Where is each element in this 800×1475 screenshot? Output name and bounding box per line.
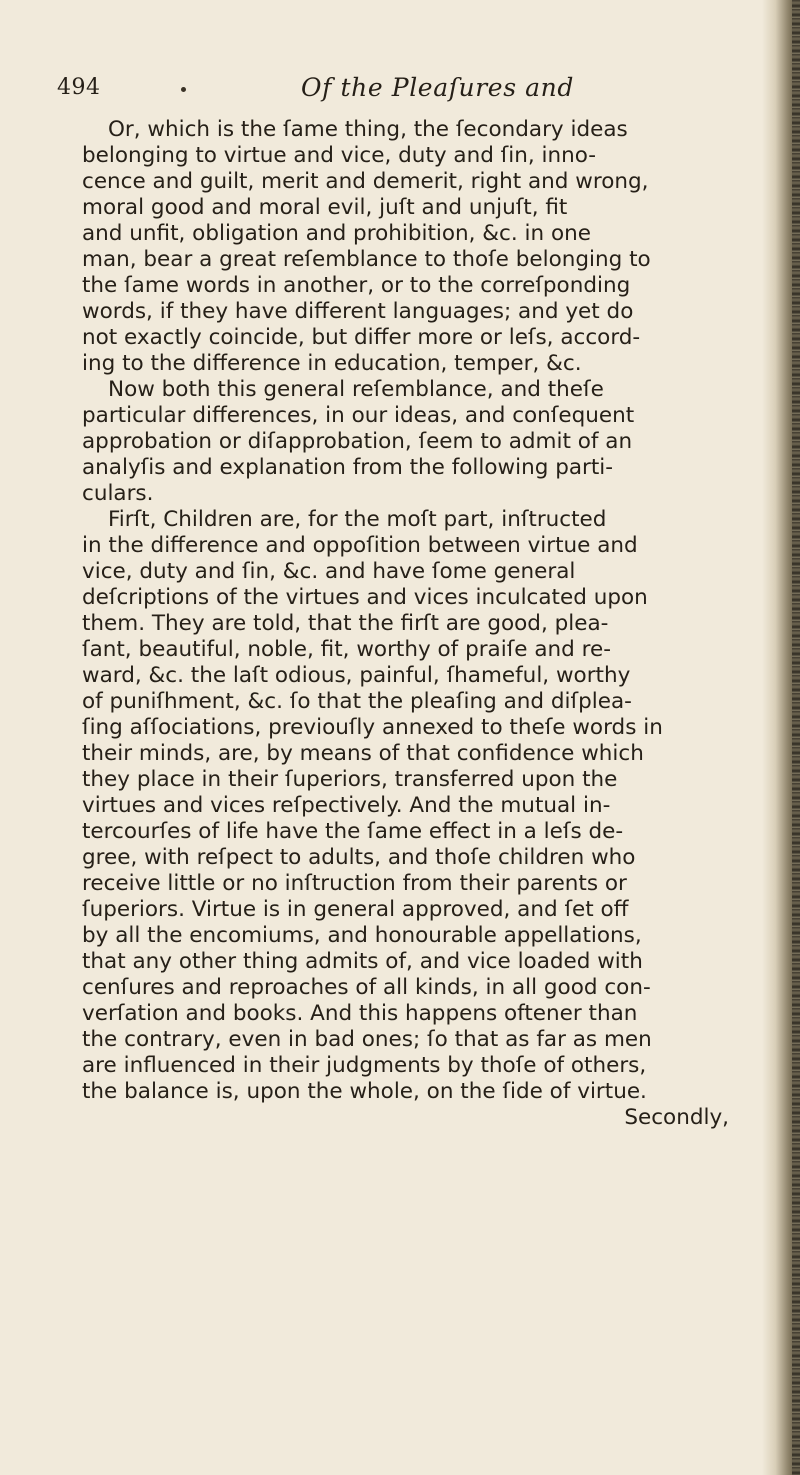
text-line: ſant, beautiful, noble, fit, worthy of praiſe and re- <box>82 637 611 662</box>
text-line: gree, with reſpect to adults, and thoſe children who <box>82 845 636 870</box>
text-line: man, bear a great reſemblance to thoſe belonging to <box>82 247 651 272</box>
paragraph-first-line: Now both this general reſemblance, and theſe <box>108 377 604 402</box>
text-line: by all the encomiums, and honourable appellations, <box>82 923 642 948</box>
text-line: cenſures and reproaches of all kinds, in all good con- <box>82 975 651 1000</box>
text-line: ing to the difference in education, temper, &c. <box>82 351 582 376</box>
text-line: tercourſes of life have the ſame effect in a leſs de- <box>82 819 624 844</box>
text-line: the ſame words in another, or to the correſponding <box>82 273 631 298</box>
text-line: in the difference and oppoſition between virtue and <box>82 533 638 558</box>
header-dot <box>181 87 186 92</box>
text-line: their minds, are, by means of that confidence which <box>82 741 644 766</box>
body-text <box>82 117 782 1131</box>
text-line: they place in their ſuperiors, transferred upon the <box>82 767 618 792</box>
text-line: belonging to virtue and vice, duty and ſin, inno- <box>82 143 597 168</box>
text-line: the contrary, even in bad ones; ſo that as far as men <box>82 1027 652 1052</box>
page-number: 494 <box>57 75 101 100</box>
text-line: vice, duty and ſin, &c. and have ſome general <box>82 559 576 584</box>
book-binding-edge <box>792 0 800 1475</box>
running-head: Of the Pleaſures and <box>301 73 574 102</box>
page-header <box>57 75 757 111</box>
text-line: deſcriptions of the virtues and vices inculcated upon <box>82 585 648 610</box>
paragraph-first-line: Firſt, Children are, for the moſt part, inſtructed <box>108 507 607 532</box>
text-line: them. They are told, that the firſt are good, plea- <box>82 611 609 636</box>
text-line: that any other thing admits of, and vice loaded with <box>82 949 643 974</box>
text-line: cence and guilt, merit and demerit, right and wrong, <box>82 169 649 194</box>
paragraph-first-line: Or, which is the ſame thing, the ſecondary ideas <box>108 117 628 142</box>
text-line: the balance is, upon the whole, on the ſide of virtue. <box>82 1079 647 1104</box>
text-line: approbation or diſapprobation, ſeem to admit of an <box>82 429 633 454</box>
text-line: are influenced in their judgments by thoſe of others, <box>82 1053 647 1078</box>
text-line: analyſis and explanation from the following parti- <box>82 455 614 480</box>
text-line: and unfit, obligation and prohibition, &c. in one <box>82 221 591 246</box>
text-line: of puniſhment, &c. ſo that the pleaſing and diſplea- <box>82 689 632 714</box>
text-line: words, if they have different languages; and yet do <box>82 299 634 324</box>
text-line: particular differences, in our ideas, and conſequent <box>82 403 635 428</box>
text-line: moral good and moral evil, juſt and unjuſt, fit <box>82 195 568 220</box>
text-line: virtues and vices reſpectively. And the mutual in- <box>82 793 611 818</box>
text-line: not exactly coincide, but differ more or leſs, accord- <box>82 325 641 350</box>
text-line: ward, &c. the laſt odious, painful, ſhameful, worthy <box>82 663 631 688</box>
text-line: ſuperiors. Virtue is in general approved, and ſet off <box>82 897 629 922</box>
catchword: Secondly, <box>624 1105 729 1130</box>
text-line: verſation and books. And this happens oftener than <box>82 1001 638 1026</box>
text-line: culars. <box>82 481 154 506</box>
text-line: receive little or no inſtruction from their parents or <box>82 871 627 896</box>
text-line: ſing aſſociations, previouſly annexed to theſe words in <box>82 715 663 740</box>
